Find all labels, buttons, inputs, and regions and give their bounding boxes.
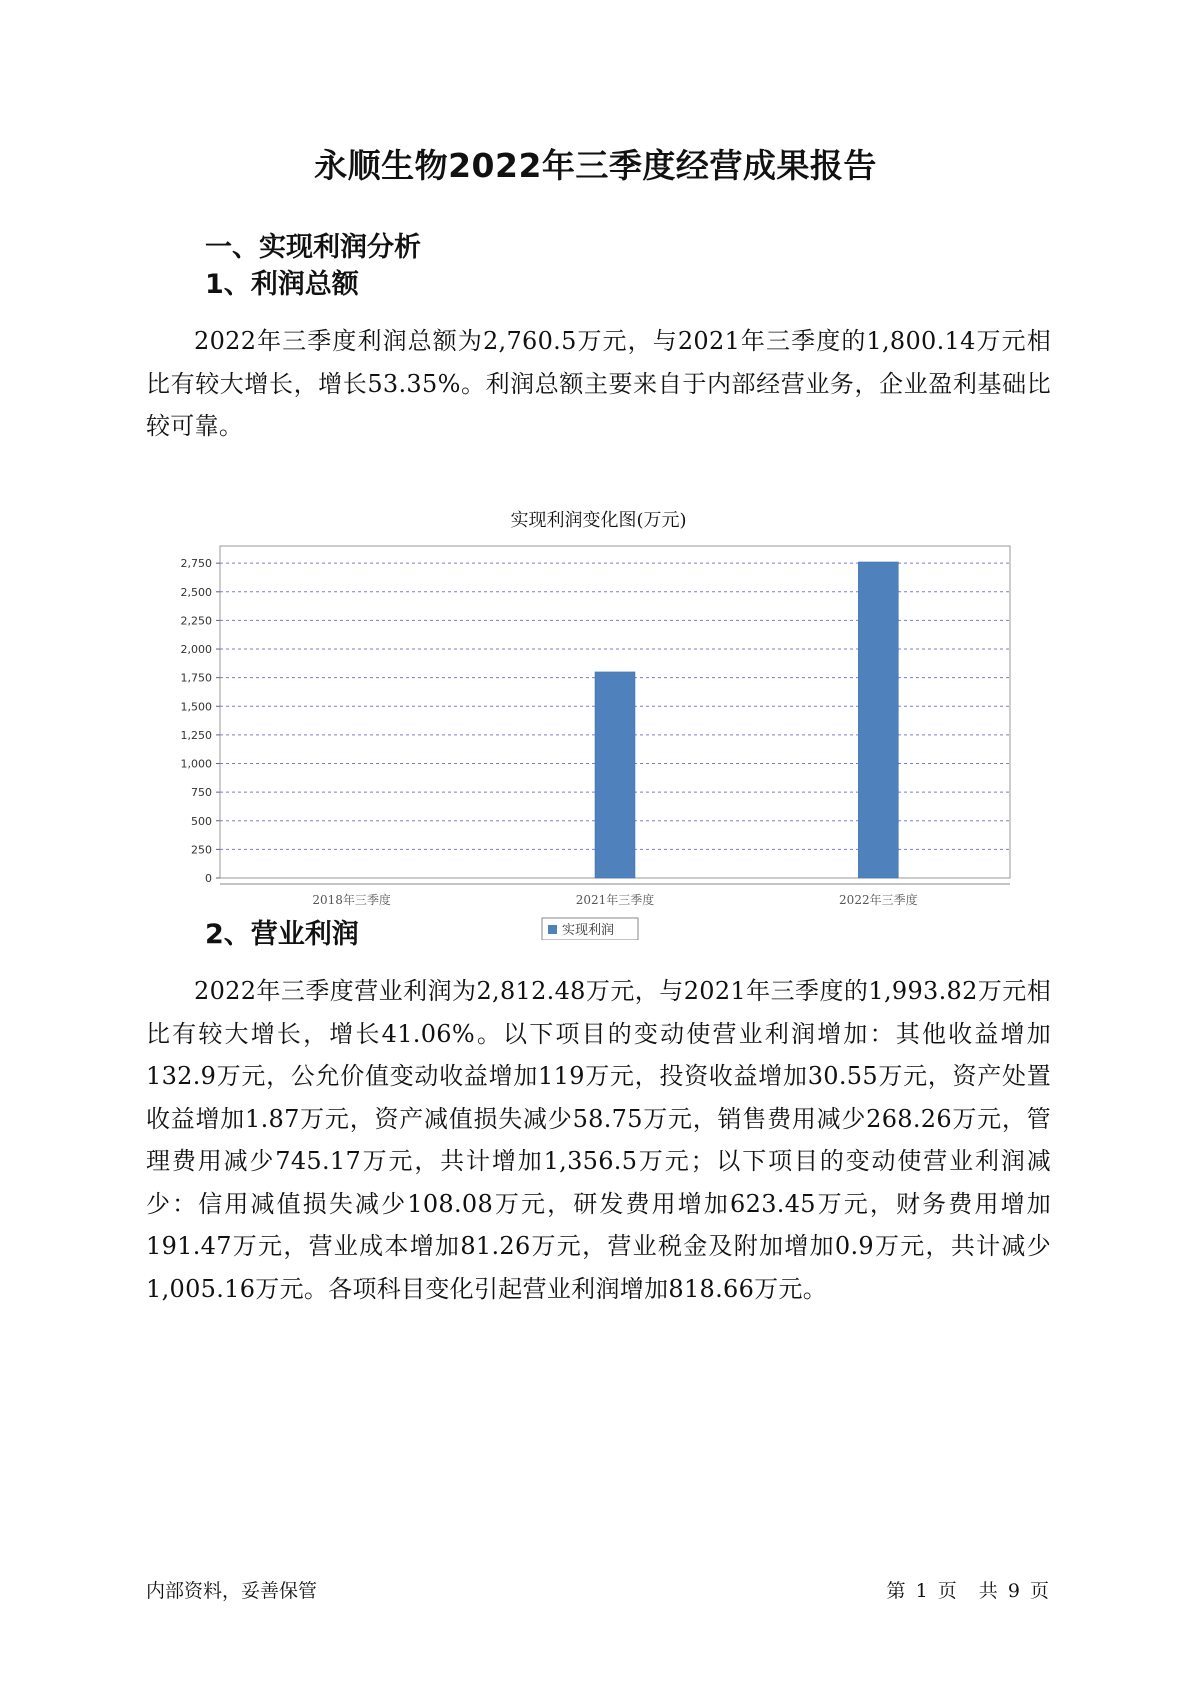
x-tick-label: 2022年三季度: [839, 893, 918, 907]
bar: [858, 562, 898, 878]
profit-bar-chart: [160, 540, 1020, 940]
x-tick-label: 2021年三季度: [575, 893, 655, 907]
paragraph-operating-profit: 2022年三季度营业利润为2,812.48万元，与2021年三季度的1,993.82万元相比有较大增长，增长41.06%。以下项目的变动使营业利润增加：其他收益增加132.9万元，公允价值变动收益增加119万元，投资收益增加30.55万元，资产处置收益增加1.87万元，资产减值损失减少58.75万元，销售费用减少268.26万元，管理费用减少745.17万元，共计增加1,356.5万元；以下项目的变动使营业利润减少：信用减值损失减少108.08万元，研发费用增加623.45万元，财务费用增加191.47万元，营业成本增加81.26万元，营业税金及附加增加0.9万元，共计减少1,005.16万元。各项科目变化引起营业利润增加818.66万元。: [146, 977, 1051, 1303]
page-prefix: 第: [886, 1580, 906, 1602]
subheading-operating-profit: 2、营业利润: [205, 919, 359, 950]
chart-title: 实现利润变化图(万元): [510, 510, 687, 531]
paragraph-total-profit: 2022年三季度利润总额为2,760.5万元，与2021年三季度的1,800.14万元相比有较大增长，增长53.35%。利润总额主要来自于内部经营业务，企业盈利基础比较可靠。: [146, 327, 1051, 440]
footer-page-info: [885, 1576, 1051, 1603]
footer-confidential-note: 内部资料，妥善保管: [146, 1580, 318, 1602]
total-prefix: 共: [978, 1580, 998, 1602]
section-heading-profit-analysis: 一、实现利润分析: [205, 232, 421, 263]
y-tick-label: 1,000: [180, 757, 212, 771]
y-tick-label: 2,250: [180, 614, 212, 628]
y-tick-label: 1,500: [180, 700, 212, 714]
legend-swatch: [548, 925, 557, 934]
y-tick-label: 2,000: [180, 643, 212, 657]
y-tick-label: 0: [205, 872, 212, 885]
y-tick-label: 250: [191, 843, 212, 857]
y-tick-label: 1,250: [180, 728, 212, 742]
page-number: 1: [915, 1580, 928, 1602]
total-label: 页: [1029, 1580, 1049, 1602]
legend-label: 实现利润: [562, 923, 615, 938]
document-title: 永顺生物2022年三季度经营成果报告: [314, 146, 877, 185]
total-pages: 9: [1007, 1580, 1020, 1602]
page-label: 页: [937, 1580, 957, 1602]
y-tick-label: 2,500: [180, 585, 212, 599]
x-tick-label: 2018年三季度: [312, 893, 391, 907]
y-tick-label: 1,750: [180, 671, 212, 685]
y-tick-label: 750: [191, 786, 212, 800]
y-tick-label: 2,750: [180, 557, 212, 571]
subheading-total-profit: 1、利润总额: [205, 269, 359, 300]
y-tick-label: 500: [191, 814, 212, 828]
bar: [595, 672, 635, 878]
